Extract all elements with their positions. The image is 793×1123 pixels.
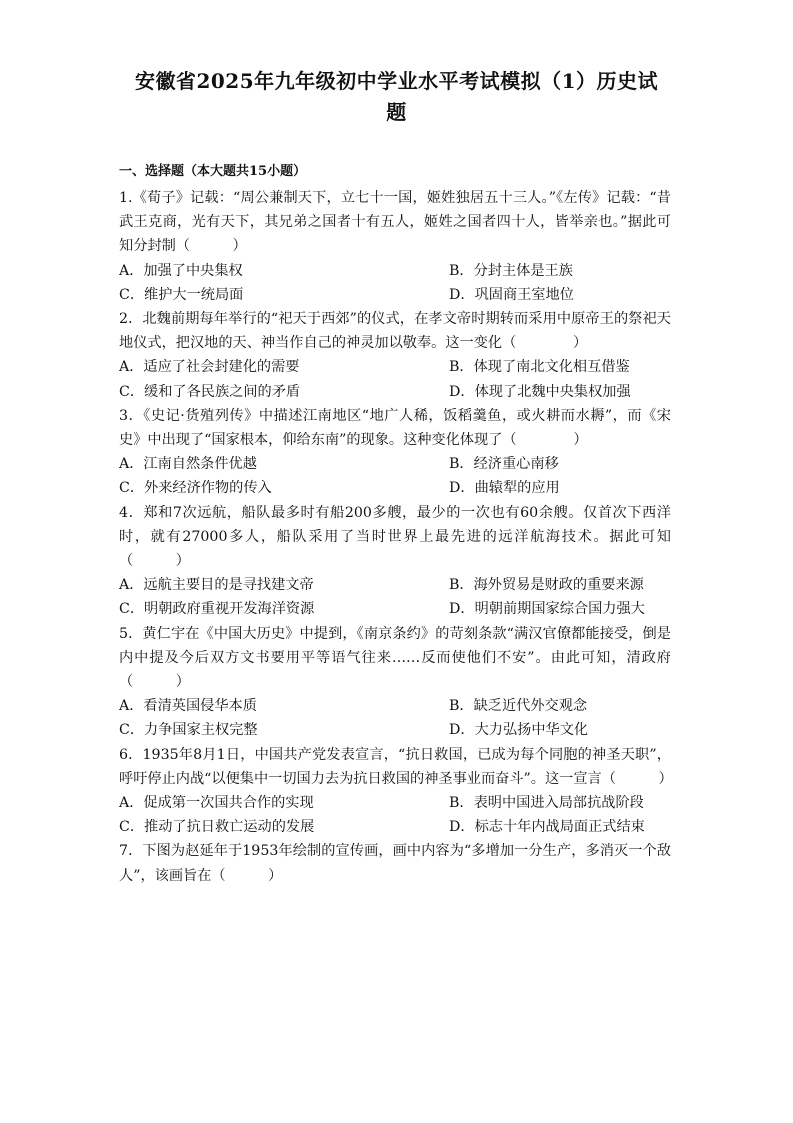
question-stem: 7．下图为赵延年于1953年绘制的宣传画，画中内容为“多增加一分生产，多消灭一个敌人”，该画旨在（ ）: [119, 843, 671, 884]
question-options: [119, 694, 671, 742]
option-a: A．促成第一次国共合作的实现: [119, 794, 314, 811]
option-b: B．缺乏近代外交观念: [449, 698, 588, 715]
option-b: B．海外贸易是财政的重要来源: [449, 577, 644, 594]
exam-title: [100, 66, 693, 128]
section-heading: 一、选择题（本大题共15小题）: [119, 164, 307, 179]
option-a: A．看清英国侵华本质: [119, 698, 257, 715]
option-c: C．明朝政府重视开发海洋资源: [119, 601, 315, 618]
question: [119, 307, 671, 404]
title-line-1: 安徽省2025年九年级初中学业水平考试模拟（1）历史试: [134, 69, 659, 93]
option-c: C．推动了抗日救亡运动的发展: [119, 819, 315, 836]
option-a: A．适应了社会封建化的需要: [119, 359, 300, 376]
question-options: [119, 355, 671, 403]
option-d: D．标志十年内战局面正式结束: [449, 819, 645, 836]
option-b: B．表明中国进入局部抗战阶段: [449, 794, 644, 811]
question-options: [119, 573, 671, 621]
question: [119, 404, 671, 501]
question-options: [119, 791, 671, 839]
question-stem: 3．《史记·货殖列传》中描述江南地区“地广人稀，饭稻羹鱼，或火耕而水耨”，而《宋史》中出现了“国家根本，仰给东南”的现象。这种变化体现了（ ）: [119, 407, 671, 448]
question: [119, 186, 671, 307]
question-options: [119, 452, 671, 500]
option-c: C．维护大一统局面: [119, 286, 244, 303]
option-b: B．经济重心南移: [449, 456, 559, 473]
question-stem: 4．郑和7次远航，船队最多时有船200多艘，最少的一次也有60余艘。仅首次下西洋时，就有27000多人，船队采用了当时世界上最先进的远洋航海技术。据此可知（ ）: [119, 504, 671, 569]
option-d: D．大力弘扬中华文化: [449, 722, 589, 739]
question-stem: 6．1935年8月1日，中国共产党发表宣言，“抗日救国，已成为每个同胞的神圣天职”，呼吁停止内战“以便集中一切国力去为抗日救国的神圣事业而奋斗”。这一宣言（ ）: [119, 746, 673, 787]
option-d: D．体现了北魏中央集权加强: [449, 383, 631, 400]
option-a: A．江南自然条件优越: [119, 456, 257, 473]
question: [119, 839, 671, 887]
question-list: [119, 186, 671, 888]
option-b: B．体现了南北文化相互借鉴: [449, 359, 630, 376]
question-stem: 2．北魏前期每年举行的“祀天于西郊”的仪式，在孝文帝时期转而采用中原帝王的祭祀天地仪式，把汉地的天、神当作自己的神灵加以敬奉。这一变化（ ）: [119, 310, 671, 352]
option-c: C．外来经济作物的传入: [119, 480, 272, 497]
option-b: B．分封主体是王族: [449, 262, 573, 279]
option-d: D．巩固商王室地位: [449, 286, 574, 303]
option-d: D．明朝前期国家综合国力强大: [449, 601, 645, 618]
option-a: A．加强了中央集权: [119, 262, 243, 279]
option-c: C．缓和了各民族之间的矛盾: [119, 383, 301, 400]
question: [119, 743, 671, 840]
question-stem: 5．黄仁宇在《中国大历史》中提到，《南京条约》的苛刻条款“满汉官僚都能接受，倒是内中提及今后双方文书要用平等语气往来……反而使他们不安”。由此可知，清政府（ ）: [119, 625, 671, 690]
question-stem: 1.《荀子》记载：“周公兼制天下，立七十一国，姬姓独居五十三人。”《左传》记载：“昔武王克商，光有天下，其兄弟之国者十有五人，姬姓之国者四十人，皆举亲也。”据此可知分封制（ ）: [119, 190, 671, 255]
option-d: D．曲辕犁的应用: [449, 480, 560, 497]
option-a: A．远航主要目的是寻找建文帝: [119, 577, 314, 594]
question: [119, 622, 671, 743]
title-line-2: 题: [386, 100, 407, 124]
question: [119, 501, 671, 622]
option-c: C．力争国家主权完整: [119, 722, 258, 739]
question-options: [119, 259, 671, 307]
